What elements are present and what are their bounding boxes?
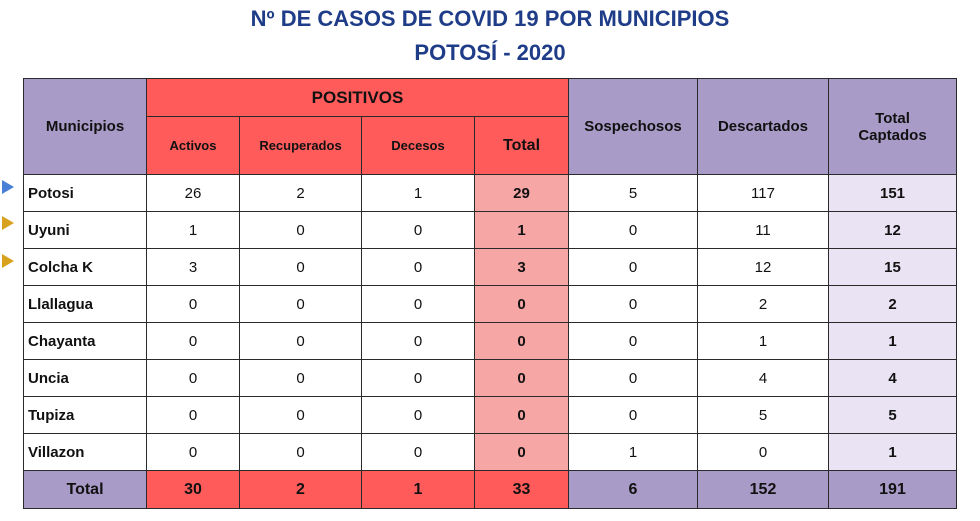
header-positivos: POSITIVOS <box>147 79 569 117</box>
row-descartados: 1 <box>698 323 829 360</box>
row-municipio: Chayanta <box>24 323 147 360</box>
row-municipio: Potosi <box>24 175 147 212</box>
footer-sospechosos: 6 <box>569 471 698 509</box>
footer-captados: 191 <box>829 471 957 509</box>
row-total: 1 <box>475 212 569 249</box>
row-activos: 0 <box>147 397 240 434</box>
row-municipio: Llallagua <box>24 286 147 323</box>
row-captados: 15 <box>829 249 957 286</box>
row-activos: 0 <box>147 434 240 471</box>
row-descartados: 117 <box>698 175 829 212</box>
footer-label: Total <box>24 471 147 509</box>
totals-row <box>24 471 957 509</box>
row-descartados: 4 <box>698 360 829 397</box>
row-sospechosos: 1 <box>569 434 698 471</box>
row-descartados: 2 <box>698 286 829 323</box>
row-municipio: Uyuni <box>24 212 147 249</box>
header-decesos: Decesos <box>362 117 475 175</box>
row-activos: 0 <box>147 360 240 397</box>
row-total: 0 <box>475 434 569 471</box>
footer-decesos: 1 <box>362 471 475 509</box>
footer-activos: 30 <box>147 471 240 509</box>
footer-recuperados: 2 <box>240 471 362 509</box>
row-municipio: Tupiza <box>24 397 147 434</box>
header-municipios: Municipios <box>24 79 147 175</box>
row-captados: 4 <box>829 360 957 397</box>
header-activos: Activos <box>147 117 240 175</box>
footer-total: 33 <box>475 471 569 509</box>
table-row <box>24 175 957 212</box>
row-decesos: 0 <box>362 212 475 249</box>
row-total: 0 <box>475 360 569 397</box>
row-decesos: 0 <box>362 397 475 434</box>
row-total: 0 <box>475 397 569 434</box>
row-recuperados: 0 <box>240 249 362 286</box>
header-recuperados: Recuperados <box>240 117 362 175</box>
arrow-gold-icon <box>2 216 14 230</box>
row-activos: 3 <box>147 249 240 286</box>
row-total: 0 <box>475 323 569 360</box>
arrow-gold-icon <box>2 254 14 268</box>
row-activos: 0 <box>147 323 240 360</box>
table-row <box>24 434 957 471</box>
table-row <box>24 323 957 360</box>
header-total-captados: Total Captados <box>829 79 957 175</box>
footer-descartados: 152 <box>698 471 829 509</box>
row-sospechosos: 0 <box>569 360 698 397</box>
page-subtitle: POTOSÍ - 2020 <box>414 40 566 65</box>
table-row <box>24 212 957 249</box>
row-decesos: 0 <box>362 434 475 471</box>
arrow-blue-icon <box>2 180 14 194</box>
row-decesos: 0 <box>362 323 475 360</box>
row-sospechosos: 0 <box>569 323 698 360</box>
row-recuperados: 0 <box>240 286 362 323</box>
row-captados: 12 <box>829 212 957 249</box>
row-descartados: 5 <box>698 397 829 434</box>
header-sospechosos: Sospechosos <box>569 79 698 175</box>
table-row <box>24 286 957 323</box>
row-sospechosos: 5 <box>569 175 698 212</box>
row-decesos: 0 <box>362 286 475 323</box>
row-activos: 0 <box>147 286 240 323</box>
row-sospechosos: 0 <box>569 286 698 323</box>
row-sospechosos: 0 <box>569 249 698 286</box>
table-row <box>24 249 957 286</box>
row-total: 3 <box>475 249 569 286</box>
row-activos: 1 <box>147 212 240 249</box>
row-descartados: 11 <box>698 212 829 249</box>
row-recuperados: 0 <box>240 212 362 249</box>
row-recuperados: 2 <box>240 175 362 212</box>
row-municipio: Villazon <box>24 434 147 471</box>
row-captados: 1 <box>829 434 957 471</box>
row-total: 0 <box>475 286 569 323</box>
row-recuperados: 0 <box>240 360 362 397</box>
row-captados: 2 <box>829 286 957 323</box>
row-recuperados: 0 <box>240 323 362 360</box>
row-activos: 26 <box>147 175 240 212</box>
row-municipio: Colcha K <box>24 249 147 286</box>
table-row <box>24 397 957 434</box>
row-recuperados: 0 <box>240 434 362 471</box>
row-decesos: 0 <box>362 360 475 397</box>
table-row <box>24 360 957 397</box>
table-body <box>24 175 957 471</box>
row-captados: 151 <box>829 175 957 212</box>
row-total: 29 <box>475 175 569 212</box>
row-decesos: 1 <box>362 175 475 212</box>
row-captados: 5 <box>829 397 957 434</box>
row-sospechosos: 0 <box>569 397 698 434</box>
header-descartados: Descartados <box>698 79 829 175</box>
row-sospechosos: 0 <box>569 212 698 249</box>
row-descartados: 12 <box>698 249 829 286</box>
row-descartados: 0 <box>698 434 829 471</box>
page-title: Nº DE CASOS DE COVID 19 POR MUNICIPIOS <box>250 6 730 31</box>
row-captados: 1 <box>829 323 957 360</box>
row-decesos: 0 <box>362 249 475 286</box>
row-recuperados: 0 <box>240 397 362 434</box>
row-municipio: Uncia <box>24 360 147 397</box>
header-total: Total <box>475 117 569 175</box>
covid-cases-table <box>23 78 957 509</box>
